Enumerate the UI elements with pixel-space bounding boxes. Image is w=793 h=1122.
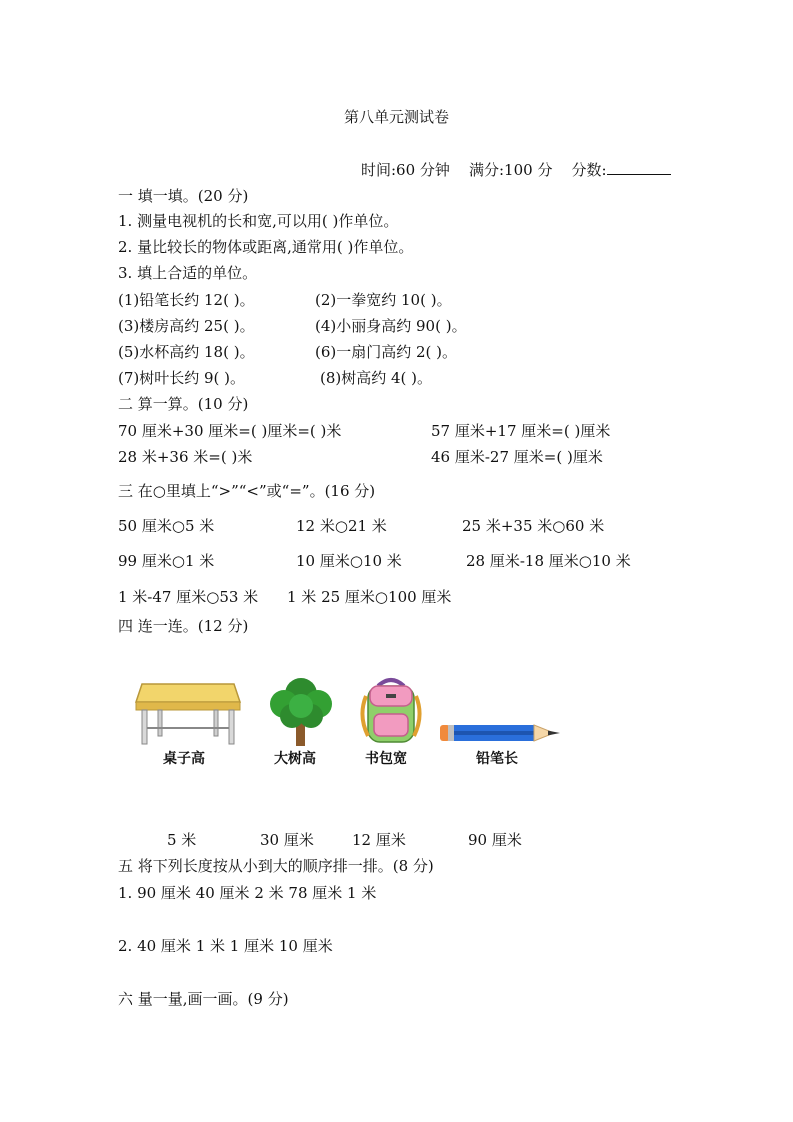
picture-label-schoolbag: 书包宽 [365, 751, 407, 767]
sort-item: 2. 40 厘米 1 米 1 厘米 10 厘米 [118, 937, 333, 955]
pencil-icon [440, 722, 562, 744]
section4-heading: 四 连一连。(12 分) [118, 617, 249, 635]
fill-item: (6)一扇门高约 2( )。 [315, 343, 458, 361]
compare-item: 12 米○21 米 [296, 517, 387, 535]
time-limit: 时间:60 分钟 [361, 161, 450, 179]
compare-item: 1 米-47 厘米○53 米 [118, 588, 259, 606]
score-label: 分数: [571, 161, 607, 179]
picture-label-table: 桌子高 [163, 751, 205, 767]
picture-label-pencil: 铅笔长 [476, 751, 518, 767]
section1-heading: 一 填一填。(20 分) [118, 187, 249, 205]
question-2: 2. 量比较长的物体或距离,通常用( )作单位。 [118, 238, 414, 256]
full-score: 满分:100 分 [469, 161, 553, 179]
fill-item: (3)楼房高约 25( )。 [118, 317, 255, 335]
tree-icon [264, 674, 338, 748]
section5-heading: 五 将下列长度按从小到大的顺序排一排。(8 分) [118, 857, 434, 875]
fill-item: (5)水杯高约 18( )。 [118, 343, 255, 361]
sort-item: 1. 90 厘米 40 厘米 2 米 78 厘米 1 米 [118, 884, 377, 902]
answer-option: 5 米 [167, 831, 197, 849]
fill-item: (4)小丽身高约 90( )。 [315, 317, 467, 335]
compare-item: 1 米 25 厘米○100 厘米 [287, 588, 452, 606]
compare-item: 50 厘米○5 米 [118, 517, 215, 535]
fill-item: (8)树高约 4( )。 [320, 369, 433, 387]
fill-item: (1)铅笔长约 12( )。 [118, 291, 255, 309]
section2-heading: 二 算一算。(10 分) [118, 395, 249, 413]
compare-item: 25 米+35 米○60 米 [462, 517, 605, 535]
calc-item: 28 米+36 米=( )米 [118, 448, 253, 466]
calc-item: 70 厘米+30 厘米=( )厘米=( )米 [118, 422, 342, 440]
section6-heading: 六 量一量,画一画。(9 分) [118, 990, 289, 1008]
compare-item: 99 厘米○1 米 [118, 552, 215, 570]
calc-item: 57 厘米+17 厘米=( )厘米 [431, 422, 611, 440]
question-3: 3. 填上合适的单位。 [118, 264, 258, 282]
answer-option: 12 厘米 [352, 831, 406, 849]
question-1: 1. 测量电视机的长和宽,可以用( )作单位。 [118, 212, 399, 230]
score-blank[interactable] [607, 160, 671, 175]
section3-heading: 三 在○里填上“>”“<”或“=”。(16 分) [118, 482, 376, 500]
answer-option: 30 厘米 [260, 831, 314, 849]
fill-item: (2)一拳宽约 10( )。 [315, 291, 452, 309]
calc-item: 46 厘米-27 厘米=( )厘米 [431, 448, 603, 466]
table-icon [134, 680, 242, 746]
header-info [361, 160, 671, 180]
fill-item: (7)树叶长约 9( )。 [118, 369, 246, 387]
compare-item: 28 厘米-18 厘米○10 米 [466, 552, 631, 570]
answer-option: 90 厘米 [468, 831, 522, 849]
picture-label-tree: 大树高 [274, 751, 316, 767]
schoolbag-icon [356, 676, 426, 746]
compare-item: 10 厘米○10 米 [296, 552, 402, 570]
page-title: 第八单元测试卷 [343, 108, 449, 126]
